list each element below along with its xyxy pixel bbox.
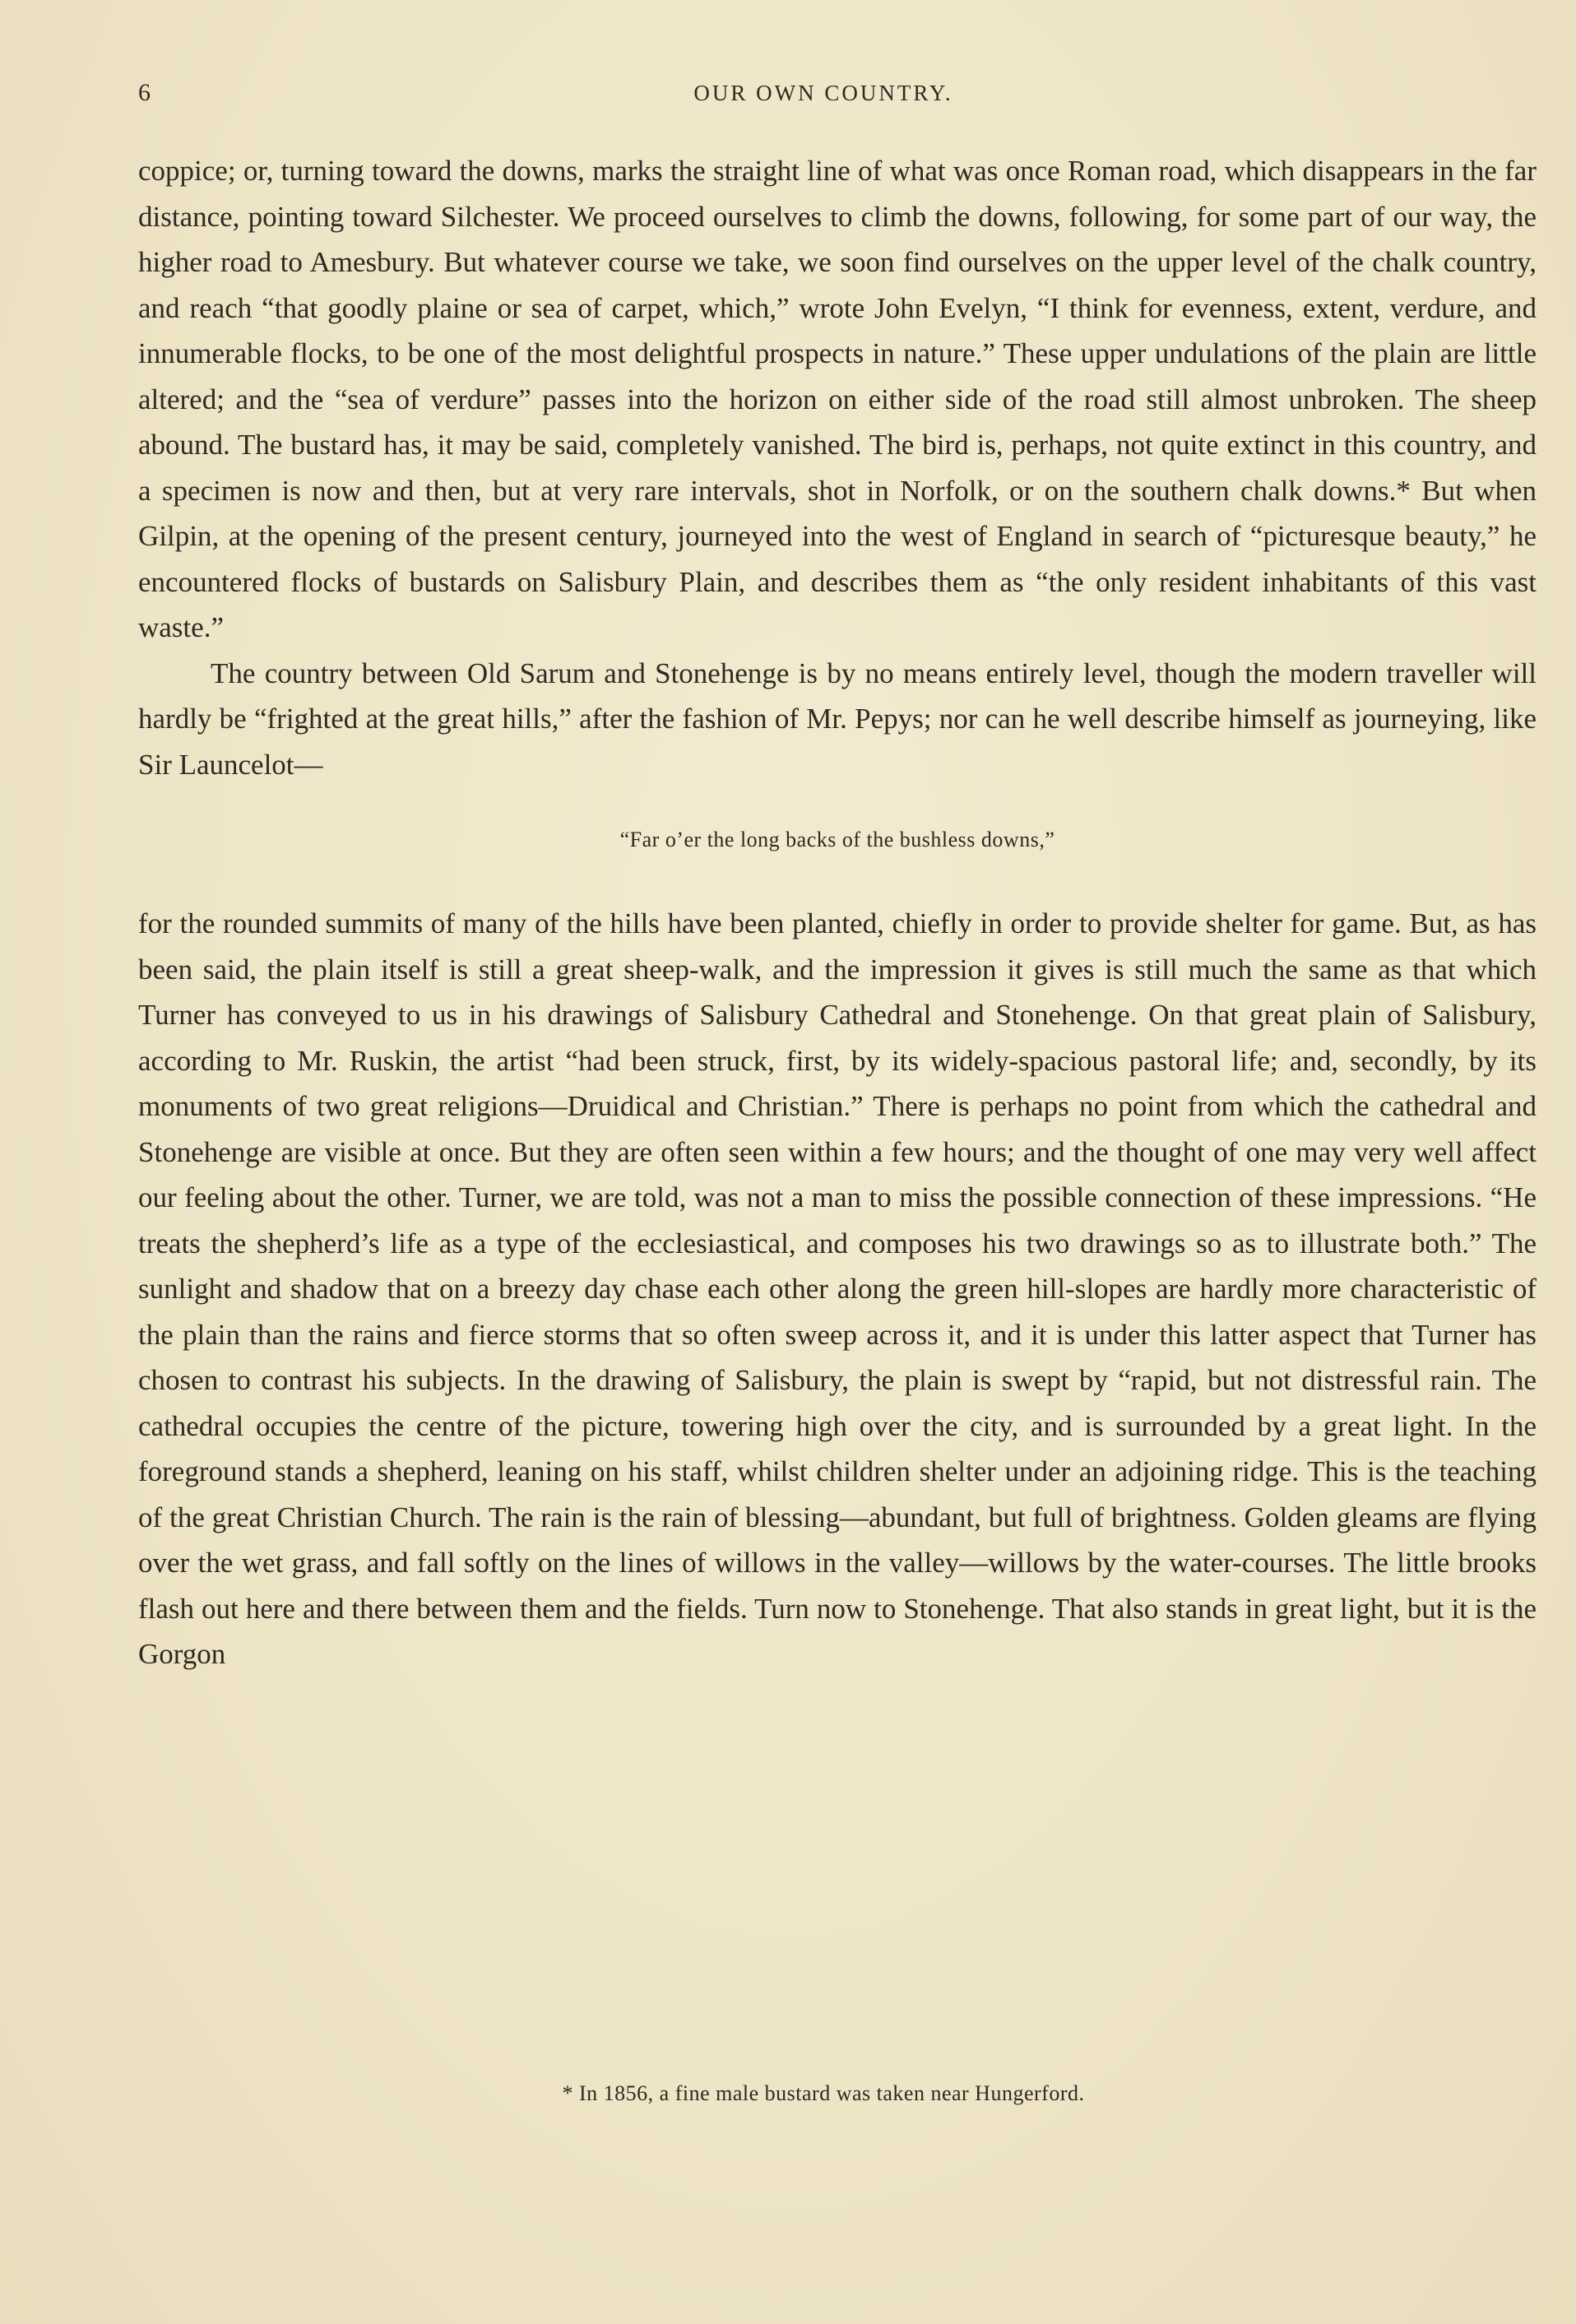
running-title: OUR OWN COUNTRY. <box>693 81 953 105</box>
body-text <box>138 148 1537 1677</box>
page-header <box>138 79 1509 112</box>
paragraph-3: for the rounded summits of many of the hills have been planted, chiefly in order to provide shelter for game. But, as has been said, the plain itself is still a great sheep-walk, and the impression it gives is still much the same as that which Turner has conveyed to us in his drawings of Salisbury Cathedral and Stonehenge. On that great plain of Salisbury, according to Mr. Ruskin, the artist “had been struck, first, by its widely-spacious pastoral life; and, secondly, by its monuments of two great religions—Druidical and Christian.” There is perhaps no point from which the cathedral and Stonehenge are visible at once. But they are often seen within a few hours; and the thought of one may very well affect our feeling about the other. Turner, we are told, was not a man to miss the possible connection of these impressions. “He treats the shepherd’s life as a type of the ecclesiastical, and composes his two drawings so as to illustrate both.” The sunlight and shadow that on a breezy day chase each other along the green hill-slopes are hardly more characteristic of the plain than the rains and fierce storms that so often sweep across it, and it is under this latter aspect that Turner has chosen to contrast his subjects. In the drawing of Salisbury, the plain is swept by “rapid, but not distressful rain. The cathedral occupies the centre of the picture, towering high over the city, and is surrounded by a great light. In the foreground stands a shepherd, leaning on his staff, whilst children shelter under an adjoining ridge. This is the teaching of the great Christian Church. The rain is the rain of blessing—abundant, but full of brightness. Golden gleams are flying over the wet grass, and fall softly on the lines of willows in the valley—willows by the water-courses. The little brooks flash out here and there between them and the fields. Turn now to Stonehenge. That also stands in great light, but it is the Gorgon <box>138 907 1537 1670</box>
verse-quotation: “Far o’er the long backs of the bushless downs,” <box>619 828 1055 851</box>
paragraph-2: The country between Old Sarum and Stonehenge is by no means entirely level, though the modern traveller will hardly be “frighted at the great hills,” after the fashion of Mr. Pepys; nor can he well describe himself as journeying, like Sir Launcelot— <box>138 656 1537 781</box>
page-number: 6 <box>138 79 151 106</box>
footnote: * In 1856, a fine male bustard was taken near Hungerford. <box>562 2081 1085 2105</box>
paragraph-1: coppice; or, turning toward the downs, marks the straight line of what was once Roman road, which disappears in the far distance, pointing toward Silchester. We proceed ourselves to climb the downs, following, for some part of our way, the higher road to Amesbury. But whatever course we take, we soon find ourselves on the upper level of the chalk country, and reach “that goodly plaine or sea of carpet, which,” wrote John Evelyn, “I think for evenness, extent, verdure, and innumerable flocks, to be one of the most delightful prospects in nature.” These upper undulations of the plain are little altered; and the “sea of verdure” passes into the horizon on either side of the road still almost unbroken. The sheep abound. The bustard has, it may be said, completely vanished. The bird is, perhaps, not quite extinct in this country, and a specimen is now and then, but at very rare intervals, shot in Norfolk, or on the southern chalk downs.* But when Gilpin, at the opening of the present century, journeyed into the west of England in search of “picturesque beauty,” he encountered flocks of bustards on Salisbury Plain, and describes them as “the only resident inhabitants of this vast waste.” <box>138 155 1537 643</box>
